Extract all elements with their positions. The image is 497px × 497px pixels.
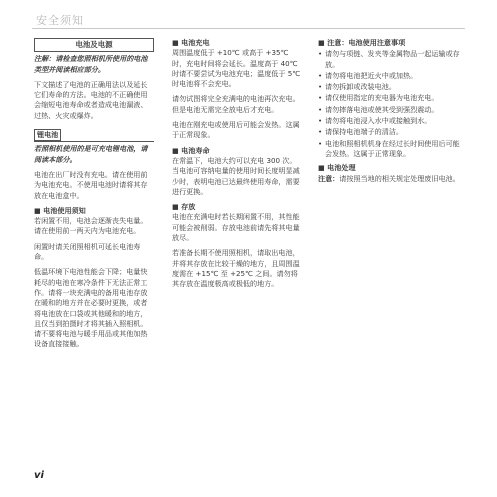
intro-paragraph: 下文描述了电池的正确用法以及延长它们寿命的方法。电池的不正确使用会缩短电池寿命或者造成电池漏液、过热、火灾或爆炸。 (34, 79, 148, 120)
column-middle (172, 38, 303, 295)
storage-p1: 电池在充满电时若长期闲置不用，其性能可能会被削弱。存放电池前请先将其电量放尽。 (172, 212, 300, 243)
list-item: • 请仅使用指定的充电器为电池充电。 (318, 93, 466, 103)
section-box-title: 电池及电源 (34, 38, 154, 52)
usage-notes-heading: ■ 电池使用须知 (34, 205, 86, 215)
column-left (34, 38, 154, 355)
disposal-heading: ■ 电池处理 (318, 163, 356, 173)
usage-notes-p3: 低温环境下电池性能会下降；电量快耗尽的电池在寒冷条件下无法正常工作。请将一块充满电的备用电池存放在暖和的地方并在必要时更换，或者将电池放在口袋或其他暖和的地方，且仅当到拍摄时才将其插入照相机。请不要将电池与暖手用品或其他加热设备直接接触。 (34, 267, 148, 349)
list-item: • 电池和照相机机身在经过长时间使用后可能会发热。这属于正常现象。 (318, 139, 466, 160)
disposal-paragraph (318, 174, 466, 184)
li-battery-note: 若照相机使用的是可充电锂电池，请阅读本部分。 (34, 144, 148, 164)
caution-heading: ■ 注意：电池使用注意事项 (318, 38, 406, 47)
list-item: • 请勿拆卸或改装电池。 (318, 82, 466, 92)
usage-notes-p2: 闲置时请关闭照相机可延长电池寿命。 (34, 241, 141, 262)
storage-heading: ■ 存放 (172, 202, 196, 212)
list-item: • 请勿摔落电池或使其受到强烈震动。 (318, 105, 466, 115)
list-item: • 请保持电池端子的清洁。 (318, 127, 466, 137)
header-rule (32, 28, 465, 29)
li-battery-heading: 锂电池 (34, 129, 61, 141)
battery-life-p1: 在常温下，电池大约可以充电 300 次。当电池可容纳电量的使用时间长度明显减少时，表明电池已达最终使用寿命，需要进行更换。 (172, 155, 300, 196)
column-right (318, 38, 466, 189)
page-number: vi (34, 470, 44, 481)
battery-life-heading: ■ 电池寿命 (172, 145, 210, 155)
charging-p3: 电池在刚充电或使用后可能会发热。这属于正常现象。 (172, 120, 300, 140)
page-header: 安全须知 (36, 14, 84, 27)
li-heading-line (34, 126, 154, 142)
battery-type-note: 注解：请检查您照相机所使用的电池类型并阅读相应部分。 (34, 54, 148, 74)
list-item: • 请勿与项链、发夹等金属物品一起运输或存放。 (318, 49, 466, 70)
usage-notes-p1: 若闲置不用，电池会逐渐丧失电量。请在使用前一两天内为电池充电。 (34, 216, 148, 236)
disposal-label: 注意： (318, 173, 340, 183)
list-item: • 请勿将电池浸入水中或接触到水。 (318, 116, 466, 126)
list-item: • 请勿将电池把近火中或加热。 (318, 71, 466, 81)
storage-p2: 若准备长期不使用照相机，请取出电池，并将其存放在比较干燥的地方，且周围温度需在 +15℃ 至 +25℃ 之间。请勿将其存放在温度极高或极低的地方。 (172, 248, 300, 289)
charging-heading: ■ 电池充电 (172, 38, 210, 47)
disposal-text: 请按照当地的相关规定处理废旧电池。 (339, 173, 460, 183)
caution-list (318, 49, 466, 159)
li-intro-paragraph: 电池在出厂时没有充电。请在使用前为电池充电。不使用电池时请将其存放在电池盒中。 (34, 169, 148, 200)
charging-p2: 请勿试图将完全充满电的电池再次充电。但是电池无需完全放电后才充电。 (172, 94, 300, 114)
charging-p1: 周围温度低于 +10℃ 或高于 +35℃ 时，充电时间将会延长。温度高于 40℃ 时请不要尝试为电池充电；温度低于 5℃ 时电池将不会充电。 (172, 48, 301, 89)
